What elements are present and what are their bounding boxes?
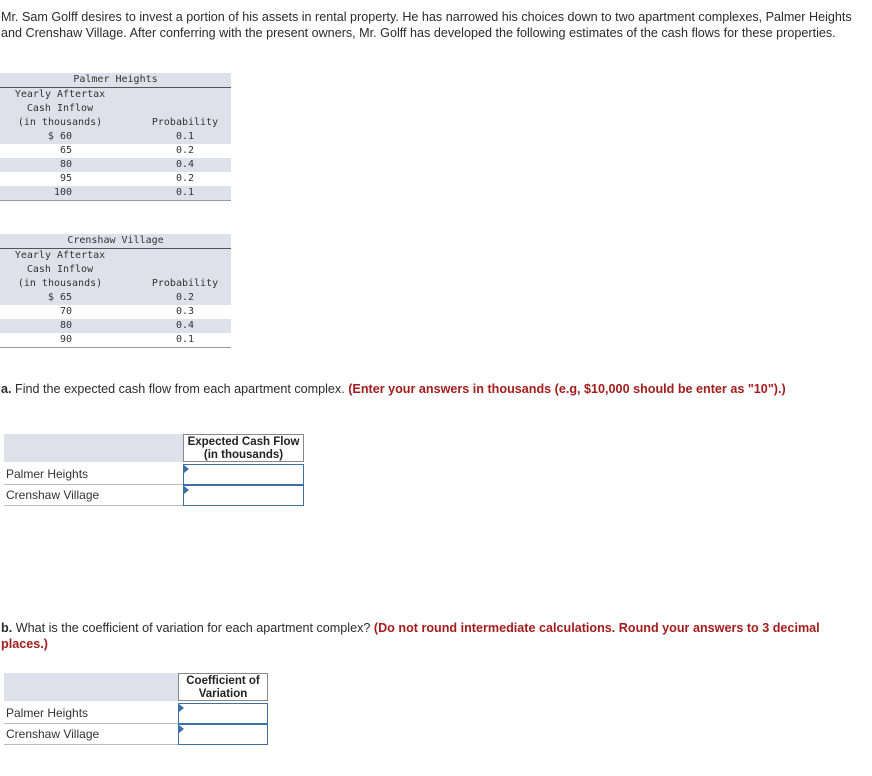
palmer-header-line2: Cash Inflow xyxy=(26,103,94,114)
crenshaw-prob-value: 0.3 xyxy=(175,306,195,317)
palmer-prob-value: 0.2 xyxy=(175,145,195,156)
palmer-prob-value: 0.2 xyxy=(175,173,195,184)
answer-table-b-header-blank xyxy=(4,673,178,701)
coefficient-header-line1: Coefficient of xyxy=(186,675,260,687)
question-a-text: Find the expected cash flow from each apartment complex. xyxy=(15,382,345,396)
table-row xyxy=(0,319,231,333)
palmer-prob-value: 0.4 xyxy=(175,159,195,170)
palmer-coefficient-input[interactable] xyxy=(178,703,268,724)
question-a-instructions: (Enter your answers in thousands (e.g, $10,000 should be enter as "10").) xyxy=(348,382,786,396)
question-b-text: What is the coefficient of variation for each apartment complex? xyxy=(15,621,371,635)
crenshaw-header-line1: Yearly Aftertax xyxy=(14,250,106,261)
crenshaw-cash-value: 70 xyxy=(59,306,72,317)
table-row xyxy=(0,144,231,158)
coefficient-header-line2: Variation xyxy=(198,688,248,700)
crenshaw-table-title: Crenshaw Village xyxy=(0,234,231,249)
coefficient-of-variation-header xyxy=(178,673,268,701)
crenshaw-prob-value: 0.1 xyxy=(175,334,195,345)
palmer-header-probability: Probability xyxy=(151,117,219,128)
table-footer-rule xyxy=(0,200,231,206)
table-row xyxy=(0,305,231,319)
palmer-cash-value: 95 xyxy=(59,173,72,184)
expected-cash-flow-header-line1: Expected Cash Flow xyxy=(187,436,300,448)
answer-table-a-header-blank xyxy=(4,434,183,462)
crenshaw-header-line3: (in thousands) xyxy=(17,278,103,289)
crenshaw-coefficient-input[interactable] xyxy=(178,724,268,745)
crenshaw-prob-value: 0.2 xyxy=(175,292,195,303)
palmer-header-line1: Yearly Aftertax xyxy=(14,89,106,100)
crenshaw-village-row-label: Crenshaw Village xyxy=(4,724,178,745)
palmer-expected-cash-flow-input[interactable] xyxy=(183,464,304,485)
question-a xyxy=(1,381,861,397)
table-row xyxy=(0,158,231,172)
table-row xyxy=(0,291,231,305)
palmer-header-line3: (in thousands) xyxy=(17,117,103,128)
palmer-prob-value: 0.1 xyxy=(175,187,195,198)
crenshaw-header-line2: Cash Inflow xyxy=(26,264,94,275)
question-b-instructions: (Do not round intermediate calculations. Round your answers to 3 decimal places.) xyxy=(1,621,820,651)
crenshaw-village-table xyxy=(0,234,231,353)
table-footer-rule xyxy=(0,347,231,353)
crenshaw-cash-value: 80 xyxy=(59,320,72,331)
palmer-heights-row-label: Palmer Heights xyxy=(4,464,183,485)
palmer-heights-row-label: Palmer Heights xyxy=(4,703,178,724)
expected-cash-flow-header-line2: (in thousands) xyxy=(203,449,284,461)
crenshaw-cash-value: $ 65 xyxy=(47,292,72,303)
table-row xyxy=(0,130,231,144)
crenshaw-cash-value: 90 xyxy=(59,334,72,345)
palmer-cash-value: $ 60 xyxy=(47,131,72,142)
crenshaw-prob-value: 0.4 xyxy=(175,320,195,331)
question-a-label: a. xyxy=(1,382,12,396)
table-row xyxy=(0,333,231,347)
palmer-cash-value: 100 xyxy=(53,187,72,198)
expected-cash-flow-header xyxy=(183,434,304,462)
question-b-label: b. xyxy=(1,621,13,635)
table-row xyxy=(0,172,231,186)
intro-paragraph: Mr. Sam Golff desires to invest a portion of his assets in rental property. He has narrowed his choices down to two apartment complexes, Palmer Heights and Crenshaw Village. After conferring with the present owners, Mr. Golff has developed the following estimates of the cash flows for these properties. xyxy=(1,10,852,40)
crenshaw-header-probability: Probability xyxy=(151,278,219,289)
table-row xyxy=(0,186,231,200)
palmer-cash-value: 80 xyxy=(59,159,72,170)
crenshaw-expected-cash-flow-input[interactable] xyxy=(183,485,304,506)
question-b xyxy=(1,620,861,652)
palmer-heights-table xyxy=(0,73,231,206)
palmer-cash-value: 65 xyxy=(59,145,72,156)
palmer-prob-value: 0.1 xyxy=(175,131,195,142)
crenshaw-village-row-label: Crenshaw Village xyxy=(4,485,183,506)
palmer-table-title: Palmer Heights xyxy=(0,73,231,88)
